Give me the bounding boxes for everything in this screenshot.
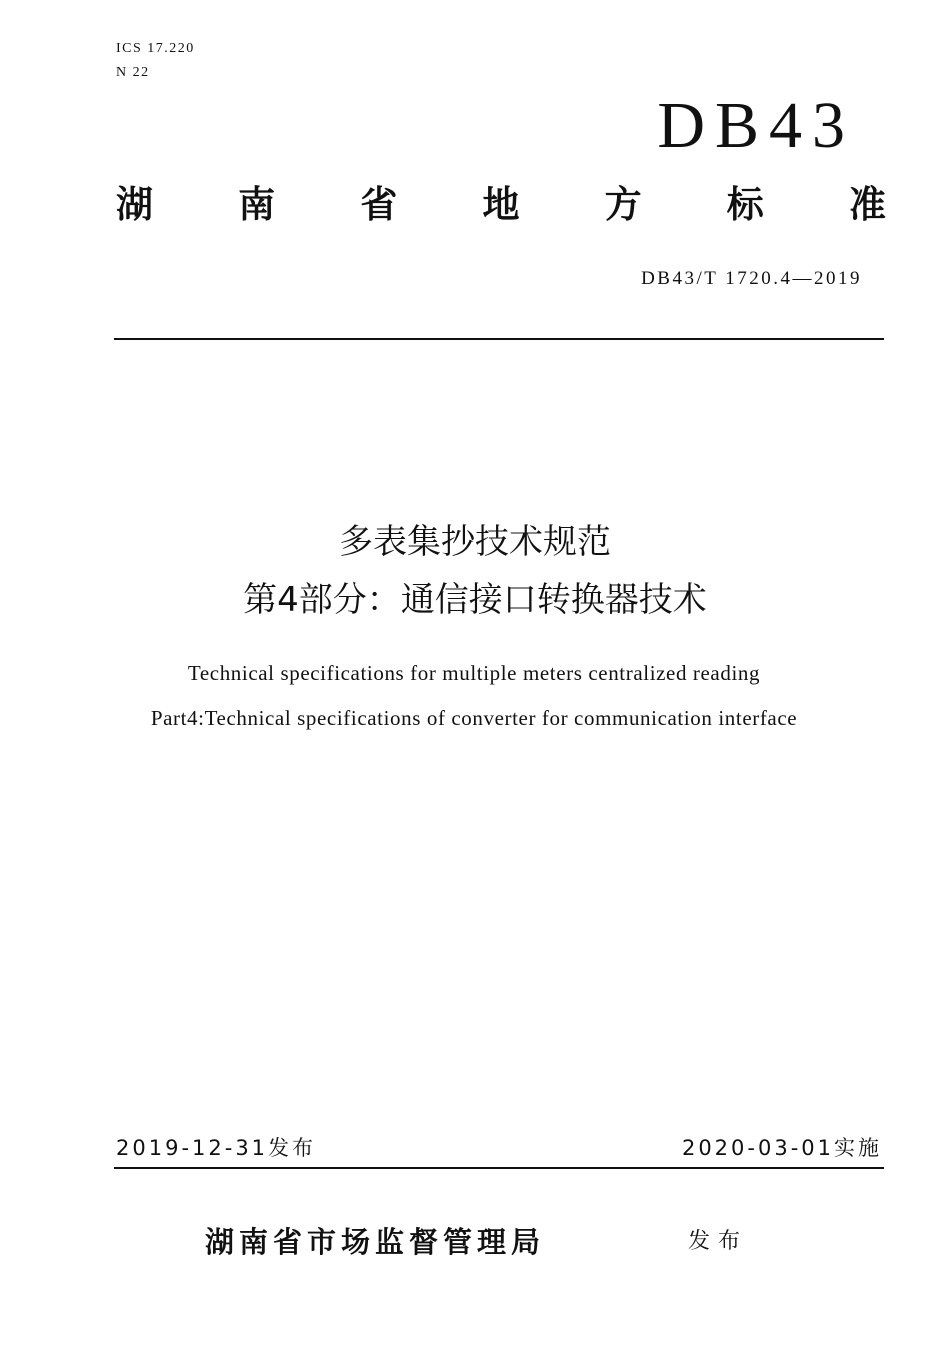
ics-code: ICS 17.220 bbox=[116, 41, 195, 56]
issuer-action: 发布 bbox=[688, 1229, 749, 1254]
issuer: 湖南省市场监督管理局 bbox=[205, 1225, 546, 1259]
header-divider bbox=[114, 338, 884, 340]
standard-type-char: 准 bbox=[848, 183, 886, 226]
db-code: DB43 bbox=[657, 89, 855, 162]
title-english-line-2: Part4:Technical specifications of converter for communication interface bbox=[150, 706, 798, 730]
publish-date: 2019-12-31发布 bbox=[116, 1136, 317, 1160]
title-english-line-1: Technical specifications for multiple meters centralized reading bbox=[187, 661, 761, 685]
title-chinese-line-2: 第4部分：通信接口转换器技术 bbox=[243, 580, 707, 620]
standard-number: DB43/T 1720.4—2019 bbox=[641, 268, 862, 289]
standard-type bbox=[116, 180, 886, 230]
standard-type-char: 标 bbox=[726, 183, 764, 226]
standard-type-char: 南 bbox=[238, 183, 276, 226]
standard-type-char: 省 bbox=[360, 183, 398, 226]
footer-divider bbox=[114, 1167, 884, 1169]
standard-type-char: 湖 bbox=[116, 183, 153, 226]
title-chinese-line-1: 多表集抄技术规范 bbox=[339, 522, 611, 562]
ccs-code: N 22 bbox=[116, 65, 150, 80]
standard-type-char: 方 bbox=[604, 183, 642, 226]
implement-date: 2020-03-01实施 bbox=[681, 1136, 882, 1160]
standard-type-char: 地 bbox=[482, 183, 520, 226]
